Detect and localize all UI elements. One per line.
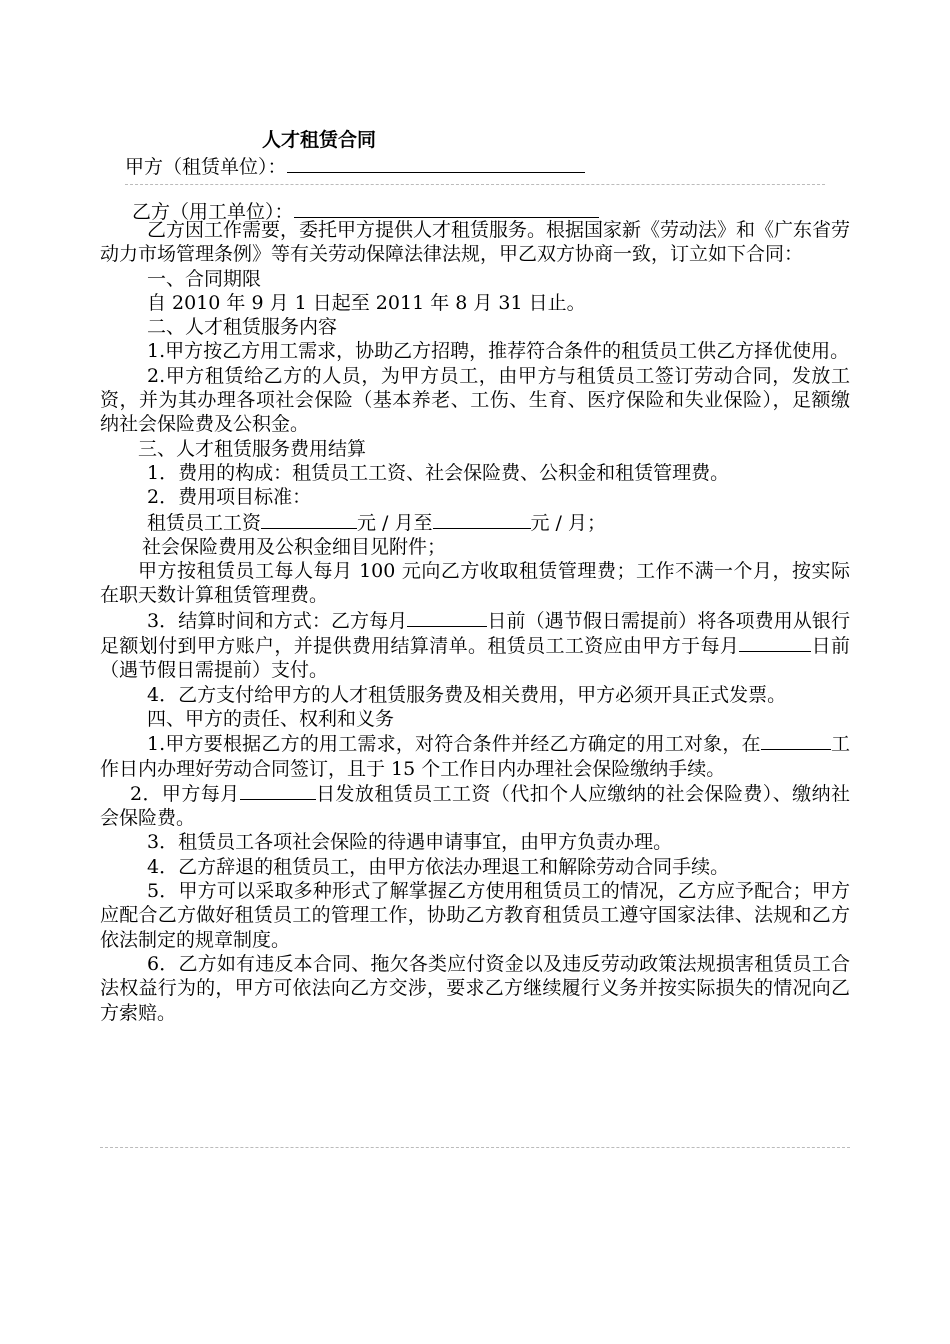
party-b-label: 乙方（用工单位）：	[132, 201, 294, 223]
dashed-divider-bottom	[100, 1147, 850, 1148]
intro-paragraph: 乙方因工作需要，委托甲方提供人才租赁服务。根据国家新《劳动法》和《广东省劳动力市场管理条例》等有关劳动保障法律法规，甲乙双方协商一致，订立如下合同：	[100, 219, 851, 266]
contract-title: 人才租赁合同	[262, 129, 377, 151]
section-3-fee-paragraph: 甲方按租赁员工每人每月 100 元向乙方收取租赁管理费；工作不满一个月，按实际在职天数计算租赁管理费。	[100, 560, 850, 607]
section-3-item-3: 3．结算时间和方式：乙方每月 日前（遇节假日需提前）将各项费用从银行足额划付到甲方账户，并提供费用结算清单。租赁员工工资应由甲方于每月 日前（遇节假日需提前）支付。	[100, 609, 850, 682]
party-a-line	[125, 152, 585, 179]
section-4-item-6: 6．乙方如有违反本合同、拖欠各类应付资金以及违反劳动政策法规损害租赁员工合法权益行为的，甲方可依法向乙方交涉，要求乙方继续履行义务并按实际损失的情况向乙方索赔。	[100, 952, 850, 1024]
contract-body	[100, 218, 850, 1025]
section-4-item-4: 4．乙方辞退的租赁员工，由甲方依法办理退工和解除劳动合同手续。	[147, 855, 730, 878]
dashed-divider	[125, 184, 825, 185]
section-4-item-3: 3．租赁员工各项社会保险的待遇申请事宜，由甲方负责办理。	[147, 831, 673, 854]
section-2-item-1: 1.甲方按乙方用工需求，协助乙方招聘，推荐符合条件的租赁员工供乙方择优使用。	[147, 340, 850, 363]
section-3-wage-line: 租赁员工工资 元 / 月至 元 / 月；	[147, 511, 606, 534]
section-3-item-1: 1．费用的构成：租赁员工工资、社会保险费、公积金和租赁管理费。	[147, 461, 730, 484]
payment-day-blank	[407, 608, 487, 627]
wage-min-blank	[261, 510, 357, 529]
section-4-item-5: 5．甲方可以采取多种形式了解掌握乙方使用租赁员工的情况，乙方应予配合；甲方应配合乙方做好租赁员工的管理工作，协助乙方教育租赁员工遵守国家法律、法规和乙方依法制定的规章制度。	[100, 880, 850, 951]
section-3-item-2: 2．费用项目标准：	[147, 486, 312, 509]
section-1-heading: 一、合同期限	[147, 267, 262, 290]
section-4-item-2: 2．甲方每月 日发放租赁员工工资（代扣个人应缴纳的社会保险费）、缴纳社会保险费。	[100, 782, 850, 830]
section-4-item-1: 1.甲方要根据乙方的用工需求，对符合条件并经乙方确定的用工对象，在 工作日内办理好劳动合同签订，且于 15 个工作日内办理社会保险缴纳手续。	[100, 733, 850, 780]
section-3-item-4: 4．乙方支付给甲方的人才租赁服务费及相关费用，甲方必须开具正式发票。	[147, 683, 787, 706]
wage-day-blank	[739, 633, 811, 652]
section-4-heading: 四、甲方的责任、权利和义务	[147, 707, 395, 730]
workday-blank	[761, 731, 831, 750]
section-3-social-line: 社会保险费用及公积金细目见附件；	[142, 535, 447, 558]
wage-max-blank	[433, 510, 531, 529]
section-2-heading: 二、人才租赁服务内容	[147, 316, 338, 339]
party-a-label: 甲方（租赁单位）：	[125, 156, 287, 178]
section-3-heading: 三、人才租赁服务费用结算	[138, 437, 367, 460]
payday-blank	[240, 781, 316, 800]
section-1-text: 自 2010 年 9 月 1 日起至 2011 年 8 月 31 日止。	[147, 291, 586, 314]
party-a-blank	[287, 154, 585, 173]
party-b-blank	[294, 199, 599, 218]
section-2-item-2: 2.甲方租赁给乙方的人员，为甲方员工，由甲方与租赁员工签订劳动合同，发放工资，并为其办理各项社会保险（基本养老、工伤、生育、医疗保险和失业保险），足额缴纳社会保险费及公积金。	[100, 364, 850, 436]
